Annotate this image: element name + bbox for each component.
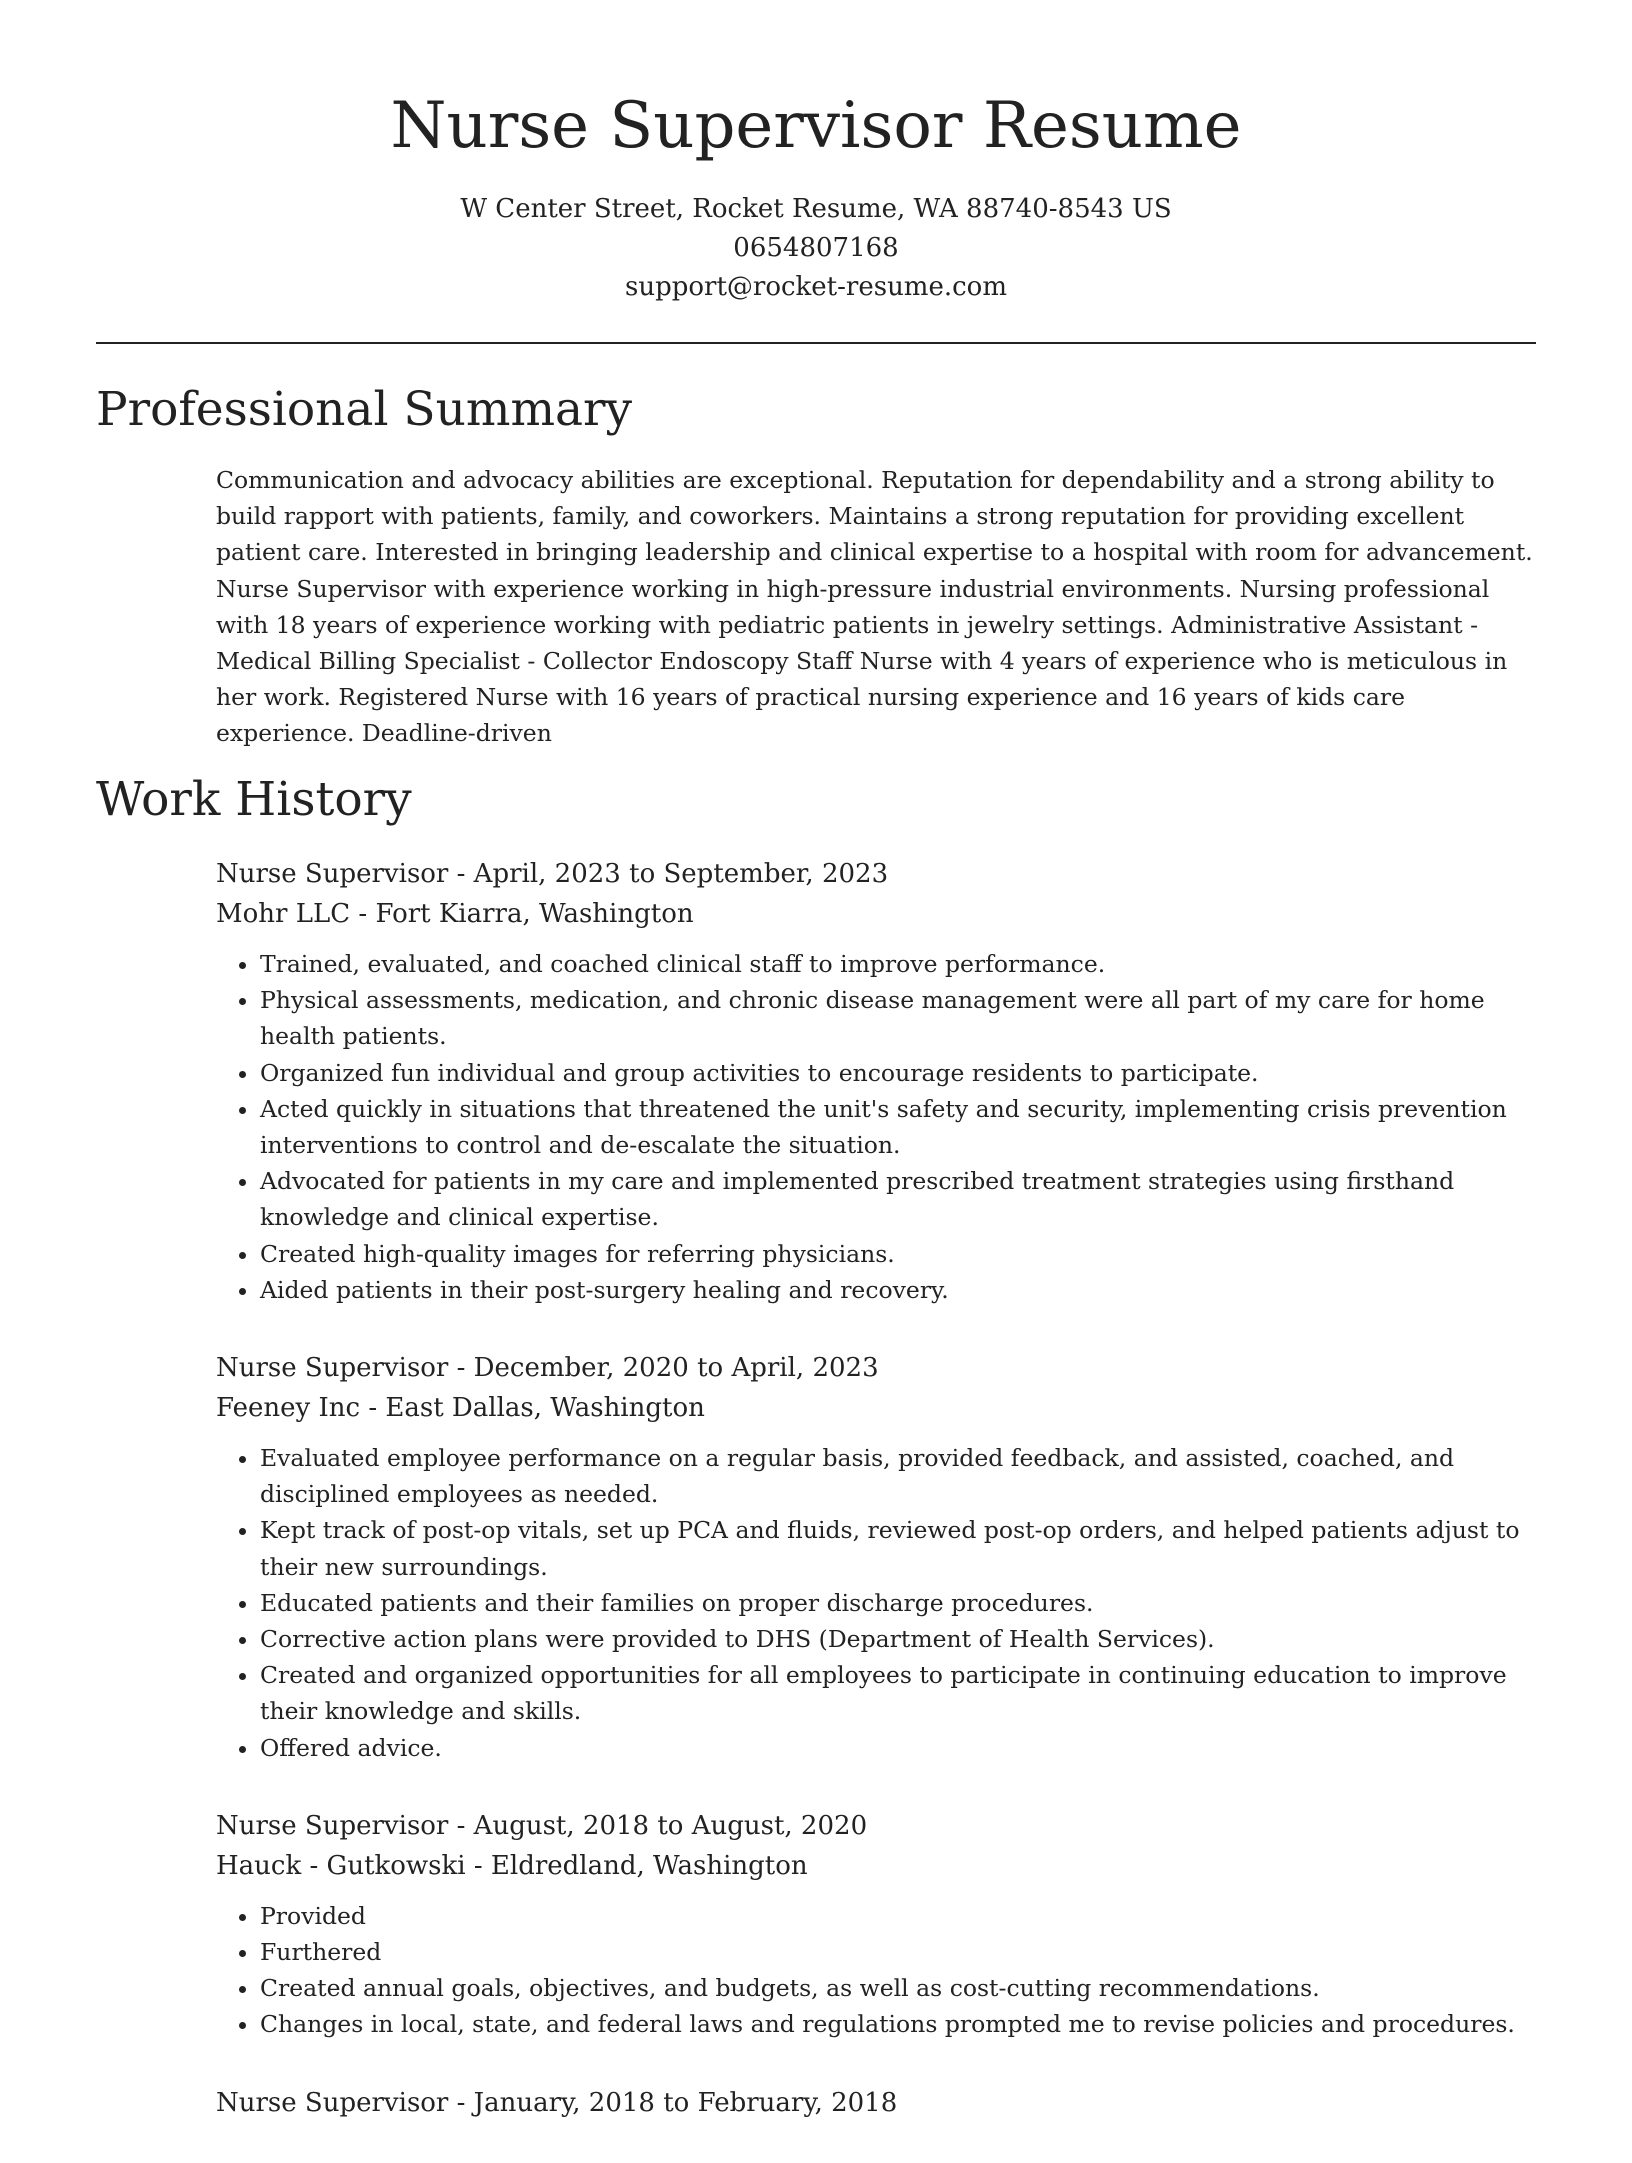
job-company: Mohr LLC - Fort Kiarra, Washington bbox=[216, 899, 694, 929]
contact-address: W Center Street, Rocket Resume, WA 88740-8543 US bbox=[460, 194, 1172, 224]
job-bullet: • Acted quickly in situations that threatened the unit's safety and security, implementing crisis prevention interventions to control and de-escalate the situation. bbox=[260, 1091, 1546, 1163]
job-bullet: • Furthered bbox=[260, 1934, 1546, 1970]
job-bullet: • Educated patients and their families on proper discharge procedures. bbox=[260, 1585, 1546, 1621]
job-bullet: • Organized fun individual and group activities to encourage residents to participate. bbox=[260, 1055, 1546, 1091]
job-bullet: • Kept track of post-op vitals, set up PCA and fluids, reviewed post-op orders, and helped patients adjust to their new surroundings. bbox=[260, 1512, 1546, 1584]
job-bullets bbox=[216, 946, 1546, 1308]
job-title: Nurse Supervisor - January, 2018 to February, 2018 bbox=[216, 2087, 898, 2118]
job-title: Nurse Supervisor - December, 2020 to April, 2023 bbox=[216, 1353, 879, 1384]
contact-phone: 0654807168 bbox=[733, 233, 899, 263]
contact-info bbox=[0, 190, 1632, 307]
job-bullets bbox=[216, 1898, 1546, 2043]
contact-email: support@rocket-resume.com bbox=[624, 272, 1007, 302]
job-entry bbox=[216, 1806, 1546, 2043]
job-company: Feeney Inc - East Dallas, Washington bbox=[216, 1393, 705, 1424]
work-history-heading: Work History bbox=[96, 772, 412, 827]
resume-title: Nurse Supervisor Resume bbox=[390, 89, 1242, 163]
job-bullet: • Evaluated employee performance on a regular basis, provided feedback, and assisted, coached, and disciplined employees as needed. bbox=[260, 1440, 1546, 1512]
job-bullets bbox=[216, 1440, 1546, 1766]
job-bullet: • Created annual goals, objectives, and budgets, as well as cost-cutting recommendations. bbox=[260, 1970, 1546, 2006]
summary-heading: Professional Summary bbox=[96, 382, 633, 437]
work-history-list bbox=[216, 854, 1546, 2163]
job-entry bbox=[216, 2083, 1546, 2123]
header-divider bbox=[96, 342, 1536, 344]
job-bullet: • Aided patients in their post-surgery healing and recovery. bbox=[260, 1272, 1546, 1308]
job-entry bbox=[216, 854, 1546, 1308]
job-bullet: • Physical assessments, medication, and chronic disease management were all part of my care for home health patients. bbox=[260, 982, 1546, 1054]
job-bullet: • Created high-quality images for referring physicians. bbox=[260, 1236, 1546, 1272]
job-company: Hauck - Gutkowski - Eldredland, Washington bbox=[216, 1850, 808, 1881]
job-bullet: • Advocated for patients in my care and implemented prescribed treatment strategies using firsthand knowledge and clinical expertise. bbox=[260, 1163, 1546, 1235]
job-bullet: • Provided bbox=[260, 1898, 1546, 1934]
job-bullet: • Trained, evaluated, and coached clinical staff to improve performance. bbox=[260, 946, 1546, 982]
job-title: Nurse Supervisor - August, 2018 to August, 2020 bbox=[216, 1810, 868, 1841]
job-bullet: • Offered advice. bbox=[260, 1730, 1546, 1766]
job-entry bbox=[216, 1348, 1546, 1766]
job-bullet: • Created and organized opportunities for all employees to participate in continuing education to improve their knowledge and skills. bbox=[260, 1657, 1546, 1729]
job-bullet: • Corrective action plans were provided to DHS (Department of Health Services). bbox=[260, 1621, 1546, 1657]
job-title: Nurse Supervisor - April, 2023 to September, 2023 bbox=[216, 859, 889, 889]
job-bullet: • Changes in local, state, and federal laws and regulations prompted me to revise policies and procedures. bbox=[260, 2006, 1546, 2042]
summary-text: Communication and advocacy abilities are exceptional. Reputation for dependability and a strong ability to build rapport with patients, family, and coworkers. Maintains a strong reputation for providing excellent patient care. Interested in bringing leadership and clinical expertise to a hospital with room for advancement. Nurse Supervisor with experience working in high-pressure industrial environments. Nursing professional with 18 years of experience working with pediatric patients in jewelry settings. Administrative Assistant - Medical Billing Specialist - Collector Endoscopy Staff Nurse with 4 years of experience who is meticulous in her work. Registered Nurse with 16 years of practical nursing experience and 16 years of kids care experience. Deadline-driven bbox=[216, 466, 1533, 748]
